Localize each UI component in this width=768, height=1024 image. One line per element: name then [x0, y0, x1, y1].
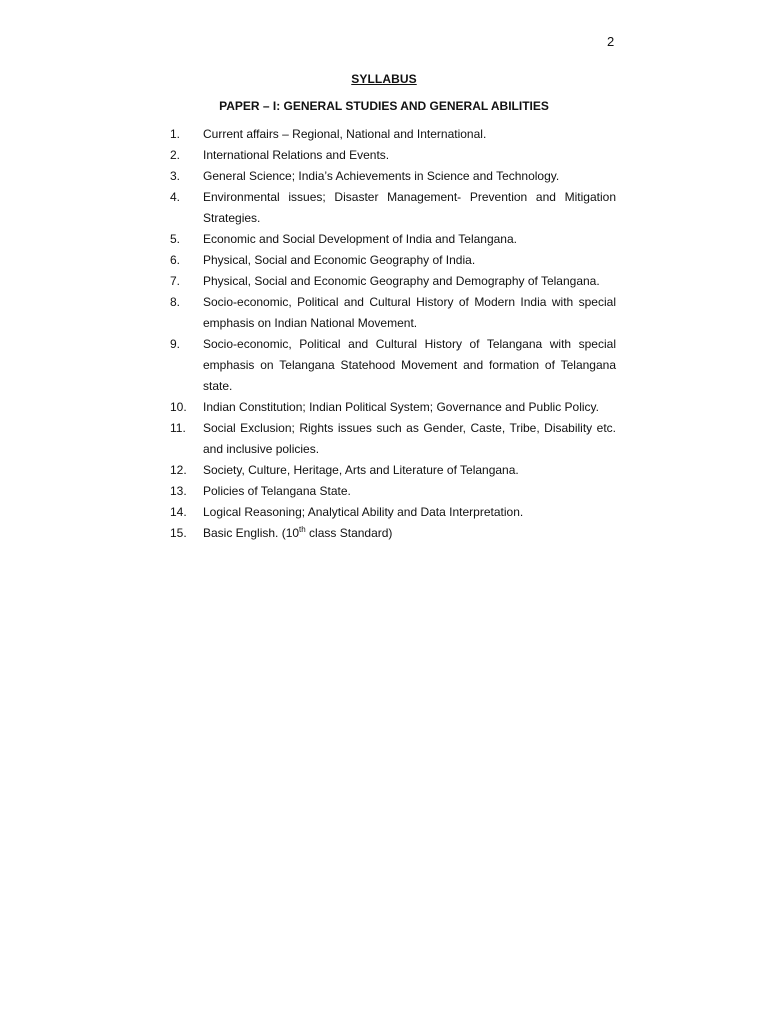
list-item [170, 502, 616, 523]
ordinal-superscript: th [299, 525, 306, 534]
item-number: 3. [170, 169, 181, 183]
item-text: Logical Reasoning; Analytical Ability and Data Interpretation. [203, 505, 524, 519]
item-text [203, 523, 616, 544]
item-number: 11. [170, 421, 186, 435]
item-number: 1. [170, 127, 181, 141]
page-number: 2 [607, 34, 615, 49]
item-number: 6. [170, 253, 181, 267]
list-item [170, 124, 616, 145]
item-text: Socio-economic, Political and Cultural History of Telangana with special emphasis on Telangana Statehood Movement and formation of Telangana state. [203, 337, 616, 393]
list-item [170, 166, 616, 187]
paper-subtitle: PAPER – I: GENERAL STUDIES AND GENERAL ABILITIES [219, 99, 549, 113]
item-text: Social Exclusion; Rights issues such as Gender, Caste, Tribe, Disability etc. and inclusive policies. [203, 421, 616, 456]
item-number: 4. [170, 190, 181, 204]
item-text: General Science; India’s Achievements in Science and Technology. [203, 169, 560, 183]
list-item [170, 397, 616, 418]
item-text: International Relations and Events. [203, 148, 390, 162]
list-item [170, 334, 616, 397]
list-item [170, 187, 616, 229]
list-item [170, 292, 616, 334]
list-item [170, 271, 616, 292]
list-item [170, 523, 616, 544]
item-text: Economic and Social Development of India and Telangana. [203, 232, 517, 246]
item-text-after: class Standard) [305, 526, 393, 540]
item-number: 2. [170, 148, 181, 162]
list-item [170, 250, 616, 271]
syllabus-list [170, 124, 616, 544]
item-text: Physical, Social and Economic Geography and Demography of Telangana. [203, 274, 600, 288]
item-number: 10. [170, 400, 187, 414]
item-number: 14. [170, 505, 187, 519]
item-text: Policies of Telangana State. [203, 484, 351, 498]
item-number: 12. [170, 463, 187, 477]
item-number: 7. [170, 274, 181, 288]
list-item [170, 418, 616, 460]
item-text: Current affairs – Regional, National and International. [203, 127, 487, 141]
list-item [170, 229, 616, 250]
item-text: Society, Culture, Heritage, Arts and Literature of Telangana. [203, 463, 519, 477]
list-item [170, 481, 616, 502]
item-number: 5. [170, 232, 181, 246]
item-text: Indian Constitution; Indian Political System; Governance and Public Policy. [203, 400, 599, 414]
document-title: SYLLABUS [351, 72, 417, 86]
item-number: 15. [170, 526, 187, 540]
item-text: Environmental issues; Disaster Management- Prevention and Mitigation Strategies. [203, 190, 616, 225]
item-text: Socio-economic, Political and Cultural History of Modern India with special emphasis on Indian National Movement. [203, 295, 616, 330]
item-number: 9. [170, 337, 181, 351]
list-item [170, 145, 616, 166]
item-text: Physical, Social and Economic Geography of India. [203, 253, 476, 267]
item-number: 8. [170, 295, 181, 309]
item-number: 13. [170, 484, 187, 498]
list-item [170, 460, 616, 481]
item-text-before: Basic English. (10 [203, 526, 300, 540]
